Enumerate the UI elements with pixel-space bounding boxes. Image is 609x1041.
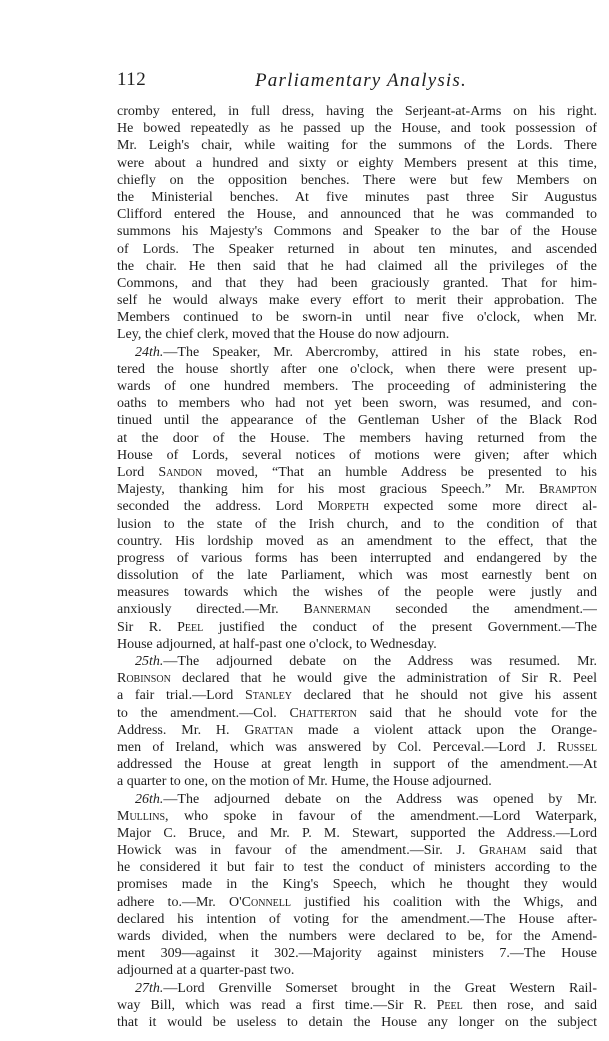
text-segment: wards of one hundred members. The proceeding of administering the bbox=[117, 379, 597, 394]
text-segment: at the door of the House. The members having returned from the bbox=[117, 430, 597, 446]
text-line bbox=[117, 395, 597, 412]
text-line bbox=[117, 791, 597, 808]
date-label: 26th. bbox=[135, 791, 164, 807]
text-line bbox=[117, 911, 597, 928]
text-line bbox=[117, 241, 597, 258]
text-segment: declared that he would give the administration of Sir R. Peel bbox=[170, 671, 597, 687]
name-smallcaps: Stanley bbox=[244, 688, 292, 704]
text-segment: cromby entered, in full dress, having the Serjeant-at-Arms on his right. bbox=[117, 104, 597, 119]
name-smallcaps: Morpeth bbox=[317, 499, 369, 515]
text-line bbox=[117, 258, 597, 275]
text-segment: He bowed repeatedly as he passed up the House, and took possession of bbox=[117, 121, 597, 137]
text-segment: addressed the House at great length in support of the amendment.—At bbox=[117, 757, 597, 773]
text-line bbox=[117, 550, 597, 567]
text-line bbox=[117, 103, 597, 120]
date-label: 25th. bbox=[135, 654, 164, 669]
text-line bbox=[117, 464, 597, 481]
name-smallcaps: Bannerman bbox=[303, 602, 371, 618]
text-segment: Mr. Leigh's chair, while waiting for the summons of the Lords. There bbox=[117, 138, 597, 154]
text-segment: adjourned at a quarter-past two. bbox=[117, 963, 295, 979]
text-line bbox=[117, 567, 597, 584]
text-line bbox=[117, 705, 597, 722]
name-smallcaps: Chatterton bbox=[289, 705, 357, 721]
body-text bbox=[117, 103, 597, 1031]
text-segment: dissolution of the late Parliament, which was most earnestly bent on bbox=[117, 568, 597, 584]
text-line bbox=[117, 859, 597, 876]
name-smallcaps: Peel bbox=[436, 997, 463, 1013]
text-line bbox=[117, 533, 597, 550]
date-label: 24th. bbox=[135, 344, 164, 360]
text-line bbox=[117, 326, 597, 343]
text-segment: tinued until the appearance of the Gentleman Usher of the Black Rod bbox=[117, 413, 597, 429]
text-segment: expected some more direct al- bbox=[368, 499, 597, 515]
text-segment: oaths to members who had not yet been sworn, was resumed, and con- bbox=[117, 396, 597, 412]
name-smallcaps: Graham bbox=[478, 843, 527, 859]
text-segment: lusion to the state of the Irish church, and to the condition of that bbox=[117, 516, 597, 532]
text-line bbox=[117, 928, 597, 945]
text-line bbox=[117, 223, 597, 240]
text-line bbox=[117, 601, 597, 618]
text-segment: moved, “That an humble Address be presented to his bbox=[202, 464, 597, 480]
text-segment: country. His lordship moved as an amendment to the effect, that the bbox=[117, 533, 597, 549]
text-segment: made a violent attack upon the Orange- bbox=[293, 722, 597, 738]
text-segment: measures towards which the wishes of the people were justly and bbox=[117, 585, 597, 601]
text-segment: men of Ireland, which was answered by Col. Perceval.—Lord J. bbox=[117, 739, 558, 755]
text-segment: way Bill, which was read a first time.—Sir R. bbox=[117, 997, 437, 1013]
text-segment: declared his intention of voting for the amendment.—The House after- bbox=[117, 911, 597, 927]
page-header bbox=[117, 69, 597, 95]
text-line bbox=[117, 773, 597, 790]
text-line bbox=[117, 189, 597, 206]
text-line bbox=[117, 344, 597, 361]
page-number: 112 bbox=[117, 69, 147, 90]
text-segment: —The Speaker, Mr. Abercromby, attired in his state robes, en- bbox=[163, 344, 597, 360]
text-segment: summons his Majesty's Commons and Speaker to the bar of the House bbox=[117, 224, 597, 240]
text-line bbox=[117, 430, 597, 447]
text-line bbox=[117, 378, 597, 395]
text-line bbox=[117, 309, 597, 326]
name-smallcaps: Connell bbox=[241, 894, 291, 910]
text-segment: Address. Mr. H. bbox=[117, 722, 245, 738]
name-smallcaps: Grattan bbox=[244, 722, 294, 738]
text-segment: Major C. Bruce, and Mr. P. M. Stewart, supported the Address.—Lord bbox=[117, 825, 597, 841]
text-line bbox=[117, 498, 597, 515]
text-segment: Lord bbox=[117, 464, 159, 480]
text-segment: Commons, and that they had been graciously granted. That for him- bbox=[117, 275, 597, 291]
date-label: 27th. bbox=[135, 980, 164, 996]
text-segment: promises made in the King's Speech, which he thought they would bbox=[117, 877, 597, 893]
text-segment: he considered it but fair to test the conduct of ministers according to the bbox=[117, 860, 597, 876]
name-smallcaps: Brampton bbox=[538, 482, 597, 498]
text-segment: said that he should vote for the bbox=[356, 705, 597, 721]
text-line bbox=[117, 997, 597, 1014]
text-segment: ment 309—against it 302.—Majority against ministers 7.—The House bbox=[117, 946, 597, 962]
text-segment: progress of various forms has been interrupted and endangered by the bbox=[117, 550, 597, 566]
text-line bbox=[117, 619, 597, 636]
text-segment: Howick was in favour of the amendment.—Sir. J. bbox=[117, 843, 479, 859]
text-line bbox=[117, 412, 597, 429]
text-line bbox=[117, 636, 597, 653]
text-segment: that it would be useless to detain the House any longer on the subject bbox=[117, 1014, 597, 1030]
text-segment: —The adjourned debate on the Address was opened by Mr. bbox=[163, 791, 597, 807]
text-line bbox=[117, 653, 597, 670]
running-title: Parliamentary Analysis. bbox=[255, 70, 467, 91]
text-segment: the Ministerial benches. At five minutes past three Sir Augustus bbox=[117, 189, 597, 205]
text-line bbox=[117, 361, 597, 378]
name-smallcaps: Russel bbox=[557, 739, 597, 755]
text-line bbox=[117, 894, 597, 911]
text-line bbox=[117, 120, 597, 137]
name-smallcaps: Sandon bbox=[158, 464, 203, 480]
text-segment: were about a hundred and sixty or eighty Members present at this time, bbox=[117, 155, 597, 171]
text-segment: House of Lords, several notices of motions were given; after which bbox=[117, 447, 597, 463]
text-line bbox=[117, 137, 597, 154]
text-line bbox=[117, 945, 597, 962]
text-line bbox=[117, 172, 597, 189]
text-line bbox=[117, 481, 597, 498]
text-segment: to the amendment.—Col. bbox=[117, 705, 290, 721]
text-line bbox=[117, 722, 597, 739]
text-line bbox=[117, 206, 597, 223]
text-segment: wards divided, when the numbers were declared to be, for the Amend- bbox=[117, 929, 597, 944]
text-segment: anxiously directed.—Mr. bbox=[117, 602, 304, 618]
text-line bbox=[117, 275, 597, 292]
text-segment: then rose, and said bbox=[462, 997, 597, 1013]
text-segment: —The adjourned debate on the Address was resumed. Mr. bbox=[163, 654, 597, 669]
text-segment: adhere to.—Mr. O' bbox=[117, 894, 242, 910]
text-line bbox=[117, 516, 597, 533]
text-line bbox=[117, 687, 597, 704]
text-segment: Ley, the chief clerk, moved that the House do now adjourn. bbox=[117, 327, 450, 343]
text-segment: justified his coalition with the Whigs, and bbox=[291, 894, 597, 910]
text-line bbox=[117, 825, 597, 842]
text-segment: seconded the amendment.— bbox=[370, 602, 597, 618]
text-segment: a quarter to one, on the motion of Mr. Hume, the House adjourned. bbox=[117, 774, 492, 790]
text-line bbox=[117, 876, 597, 893]
text-segment: self he would always make every effort to merit their approbation. The bbox=[117, 293, 597, 309]
name-smallcaps: Mullins bbox=[117, 808, 165, 824]
text-line bbox=[117, 292, 597, 309]
text-segment: justified the conduct of the present Government.—The bbox=[203, 619, 597, 635]
text-segment: the chair. He then said that he had claimed all the privileges of the bbox=[117, 258, 597, 274]
text-segment: —Lord Grenville Somerset brought in the Great Western Rail- bbox=[163, 980, 597, 996]
text-segment: Majesty, thanking him for his most gracious Speech.” Mr. bbox=[117, 482, 539, 498]
text-line bbox=[117, 808, 597, 825]
text-line bbox=[117, 1014, 597, 1031]
text-segment: chiefly on the opposition benches. There were but few Members on bbox=[117, 172, 597, 188]
text-line bbox=[117, 739, 597, 756]
text-line bbox=[117, 756, 597, 773]
text-line bbox=[117, 980, 597, 997]
text-line bbox=[117, 584, 597, 601]
text-line bbox=[117, 962, 597, 979]
text-segment: , who spoke in favour of the amendment.—Lord Waterpark, bbox=[165, 808, 597, 824]
name-smallcaps: Peel bbox=[177, 619, 204, 635]
text-line bbox=[117, 670, 597, 687]
text-segment: seconded the address. Lord bbox=[117, 499, 318, 515]
text-segment: House adjourned, at half-past one o'clock, to Wednesday. bbox=[117, 636, 437, 652]
text-segment: a fair trial.—Lord bbox=[117, 688, 245, 704]
text-segment: Sir R. bbox=[117, 619, 178, 635]
text-line bbox=[117, 842, 597, 859]
text-segment: Clifford entered the House, and announced that he was commanded to bbox=[117, 207, 597, 223]
text-segment: of Lords. The Speaker returned in about ten minutes, and ascended bbox=[117, 241, 597, 257]
text-line bbox=[117, 155, 597, 172]
text-line bbox=[117, 447, 597, 464]
text-segment: Members continued to be sworn-in until near five o'clock, when Mr. bbox=[117, 310, 597, 326]
name-smallcaps: Robinson bbox=[117, 671, 171, 687]
text-segment: tered the house shortly after one o'clock, when there were present up- bbox=[117, 361, 597, 377]
text-segment: said that bbox=[526, 843, 597, 859]
text-segment: declared that he should not give his assent bbox=[291, 688, 597, 704]
